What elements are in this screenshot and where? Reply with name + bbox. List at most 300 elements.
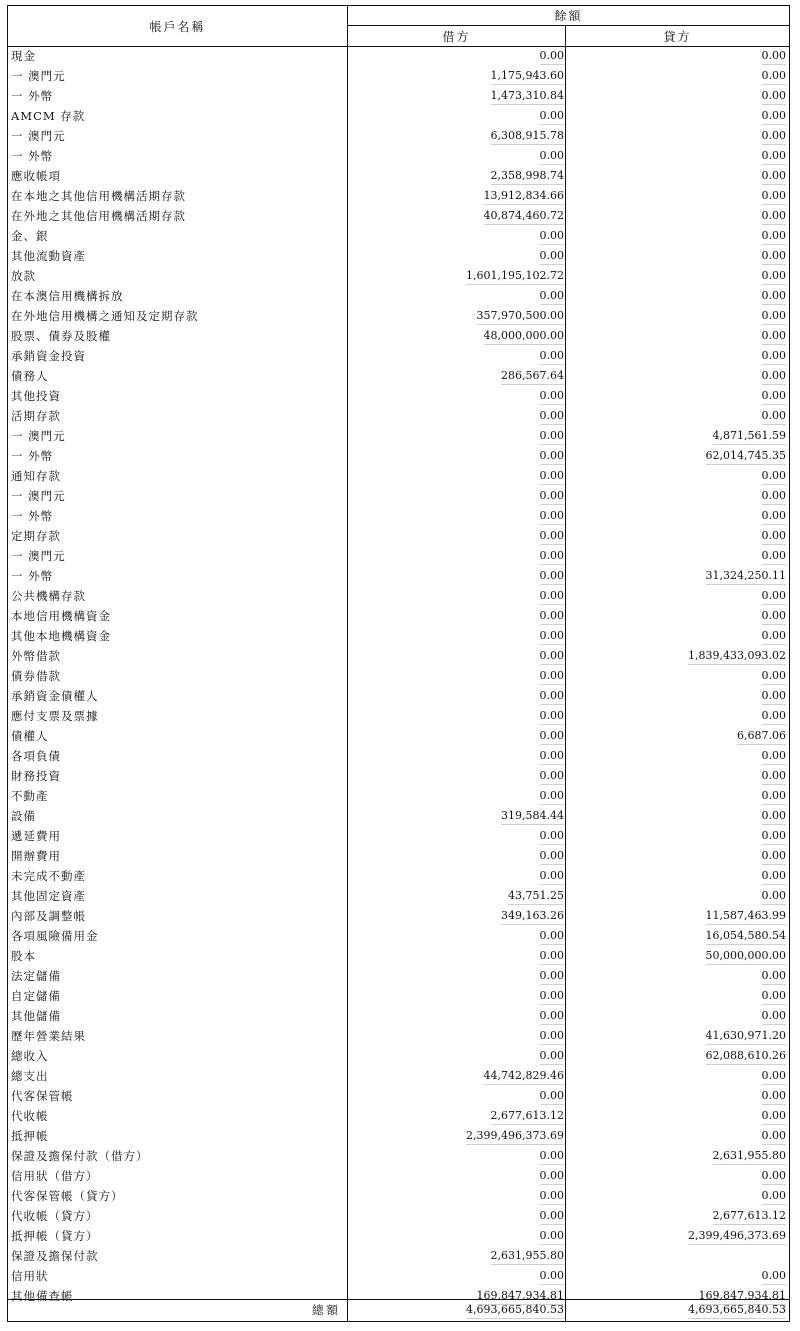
debit-cell xyxy=(348,266,566,286)
table-row xyxy=(8,106,789,126)
account-name-cell: 放款 xyxy=(8,266,348,286)
credit-value: 2,399,496,373.69 xyxy=(688,1228,786,1245)
account-name-cell: 其他本地機構資金 xyxy=(8,626,348,646)
account-name-cell: 一 澳門元 xyxy=(8,66,348,86)
account-name-cell: 現金 xyxy=(8,46,348,66)
credit-value: 0.00 xyxy=(762,368,787,385)
debit-value: 286,567.64 xyxy=(501,368,564,385)
account-name-cell: 債券借款 xyxy=(8,666,348,686)
debit-value: 0.00 xyxy=(540,148,565,165)
debit-cell xyxy=(348,386,566,406)
credit-cell xyxy=(566,1266,789,1286)
account-name-cell: 代客保管帳 xyxy=(8,1086,348,1106)
account-name-cell: 不動產 xyxy=(8,786,348,806)
table-row xyxy=(8,186,789,206)
credit-value: 0.00 xyxy=(762,288,787,305)
credit-value: 0.00 xyxy=(762,988,787,1005)
account-name-cell: 一 外幣 xyxy=(8,146,348,166)
credit-cell xyxy=(566,246,789,266)
table-row xyxy=(8,266,789,286)
credit-cell xyxy=(566,906,789,926)
credit-value: 0.00 xyxy=(762,1188,787,1205)
debit-value: 0.00 xyxy=(540,568,565,585)
account-name-cell: 股本 xyxy=(8,946,348,966)
table-row xyxy=(8,926,789,946)
credit-value: 0.00 xyxy=(762,808,787,825)
credit-cell xyxy=(566,166,789,186)
credit-value: 0.00 xyxy=(762,668,787,685)
account-name-cell: 財務投資 xyxy=(8,766,348,786)
table-row xyxy=(8,946,789,966)
debit-value: 0.00 xyxy=(540,48,565,65)
debit-value: 0.00 xyxy=(540,688,565,705)
credit-value: 0.00 xyxy=(762,48,787,65)
table-row xyxy=(8,786,789,806)
table-row xyxy=(8,846,789,866)
table-row xyxy=(8,686,789,706)
debit-cell xyxy=(348,1026,566,1046)
debit-value: 13,912,834.66 xyxy=(484,188,564,205)
debit-cell xyxy=(348,1006,566,1026)
table-row xyxy=(8,526,789,546)
debit-cell xyxy=(348,1266,566,1286)
table-row xyxy=(8,986,789,1006)
account-name-cell: 應付支票及票據 xyxy=(8,706,348,726)
credit-cell xyxy=(566,346,789,366)
credit-value: 0.00 xyxy=(762,328,787,345)
debit-cell xyxy=(348,286,566,306)
credit-cell xyxy=(566,206,789,226)
debit-cell xyxy=(348,66,566,86)
credit-cell xyxy=(566,106,789,126)
account-name-cell: 債權人 xyxy=(8,726,348,746)
table-row xyxy=(8,1086,789,1106)
credit-cell xyxy=(566,866,789,886)
table-row xyxy=(8,1046,789,1066)
debit-cell xyxy=(348,566,566,586)
credit-cell xyxy=(566,926,789,946)
credit-cell xyxy=(566,226,789,246)
debit-value: 349,163.26 xyxy=(501,908,564,925)
credit-cell xyxy=(566,746,789,766)
credit-cell xyxy=(566,266,789,286)
credit-value: 0.00 xyxy=(762,1268,787,1285)
debit-value: 0.00 xyxy=(540,928,565,945)
debit-value: 1,473,310.84 xyxy=(491,88,564,105)
debit-cell xyxy=(348,166,566,186)
debit-cell xyxy=(348,1086,566,1106)
credit-cell xyxy=(566,1126,789,1146)
table-row xyxy=(8,566,789,586)
table-row xyxy=(8,586,789,606)
account-name-cell: 其他固定資產 xyxy=(8,886,348,906)
debit-value: 0.00 xyxy=(540,548,565,565)
debit-value: 0.00 xyxy=(540,748,565,765)
debit-cell xyxy=(348,586,566,606)
credit-cell xyxy=(566,686,789,706)
credit-cell xyxy=(566,446,789,466)
credit-value: 0.00 xyxy=(762,508,787,525)
account-name-cell: 各項風險備用金 xyxy=(8,926,348,946)
debit-cell xyxy=(348,206,566,226)
account-name-cell: AMCM 存款 xyxy=(8,106,348,126)
credit-value: 0.00 xyxy=(762,208,787,225)
table-row xyxy=(8,486,789,506)
debit-cell xyxy=(348,1066,566,1086)
account-name-cell: 總收入 xyxy=(8,1046,348,1066)
debit-cell xyxy=(348,1046,566,1066)
debit-value: 0.00 xyxy=(540,848,565,865)
debit-value: 40,874,460.72 xyxy=(484,208,564,225)
account-name-cell: 信用狀 xyxy=(8,1266,348,1286)
account-name-cell: 遞延費用 xyxy=(8,826,348,846)
credit-cell xyxy=(566,46,789,66)
debit-value: 1,175,943.60 xyxy=(491,68,564,85)
credit-value: 2,677,613.12 xyxy=(713,1208,786,1225)
credit-value: 0.00 xyxy=(762,248,787,265)
table-row xyxy=(8,726,789,746)
debit-cell xyxy=(348,106,566,126)
credit-cell xyxy=(566,706,789,726)
table-row xyxy=(8,546,789,566)
debit-value: 0.00 xyxy=(540,788,565,805)
account-name-cell: 活期存款 xyxy=(8,406,348,426)
account-name-cell: 保證及擔保付款（借方） xyxy=(8,1146,348,1166)
table-row xyxy=(8,66,789,86)
credit-value: 0.00 xyxy=(762,628,787,645)
credit-value: 0.00 xyxy=(762,268,787,285)
debit-value: 0.00 xyxy=(540,768,565,785)
table-row xyxy=(8,246,789,266)
credit-cell xyxy=(566,626,789,646)
table-row xyxy=(8,646,789,666)
debit-value: 0.00 xyxy=(540,948,565,965)
credit-cell xyxy=(566,126,789,146)
debit-value: 0.00 xyxy=(540,248,565,265)
debit-value: 0.00 xyxy=(540,1088,565,1105)
credit-value: 16,054,580.54 xyxy=(706,928,786,945)
account-name-cell: 代收帳（貸方） xyxy=(8,1206,348,1226)
account-name-cell: 本地信用機構資金 xyxy=(8,606,348,626)
debit-cell xyxy=(348,246,566,266)
table-body xyxy=(8,46,789,1302)
total-credit xyxy=(566,1300,789,1321)
account-name-cell: 應收帳項 xyxy=(8,166,348,186)
credit-value: 0.00 xyxy=(762,388,787,405)
credit-value: 0.00 xyxy=(762,1128,787,1145)
table-header xyxy=(8,6,789,47)
credit-value: 169,847,934.81 xyxy=(699,1288,786,1305)
account-name-cell: 一 外幣 xyxy=(8,446,348,466)
account-name-cell: 在本澳信用機構拆放 xyxy=(8,286,348,306)
credit-cell xyxy=(566,1006,789,1026)
debit-value: 1,601,195,102.72 xyxy=(466,268,564,285)
debit-cell xyxy=(348,406,566,426)
table-row xyxy=(8,766,789,786)
account-name-cell: 抵押帳 xyxy=(8,1126,348,1146)
credit-value: 0.00 xyxy=(762,868,787,885)
debit-cell xyxy=(348,346,566,366)
debit-cell xyxy=(348,1126,566,1146)
table-row xyxy=(8,466,789,486)
credit-cell xyxy=(566,426,789,446)
account-name-cell: 一 澳門元 xyxy=(8,426,348,446)
table-row xyxy=(8,86,789,106)
credit-value: 0.00 xyxy=(762,528,787,545)
debit-cell xyxy=(348,126,566,146)
credit-cell xyxy=(566,186,789,206)
table-row xyxy=(8,826,789,846)
account-name-cell: 總支出 xyxy=(8,1066,348,1086)
credit-value: 0.00 xyxy=(762,548,787,565)
account-name-cell: 金、銀 xyxy=(8,226,348,246)
table-row xyxy=(8,666,789,686)
debit-value: 0.00 xyxy=(540,108,565,125)
credit-cell xyxy=(566,1086,789,1106)
debit-value: 0.00 xyxy=(540,1208,565,1225)
debit-value: 48,000,000.00 xyxy=(484,328,564,345)
credit-value: 31,324,250.11 xyxy=(706,568,786,585)
debit-value: 0.00 xyxy=(540,668,565,685)
debit-cell xyxy=(348,506,566,526)
credit-cell xyxy=(566,566,789,586)
debit-cell xyxy=(348,1246,566,1266)
debit-value: 0.00 xyxy=(540,588,565,605)
credit-value: 1,839,433,093.02 xyxy=(688,648,786,665)
credit-cell xyxy=(566,886,789,906)
debit-value: 0.00 xyxy=(540,1228,565,1245)
credit-cell xyxy=(566,586,789,606)
debit-value: 319,584.44 xyxy=(501,808,564,825)
table-row xyxy=(8,626,789,646)
credit-cell xyxy=(566,946,789,966)
account-name-cell: 股票、債券及股權 xyxy=(8,326,348,346)
credit-cell xyxy=(566,146,789,166)
debit-cell xyxy=(348,966,566,986)
credit-value: 6,687.06 xyxy=(737,728,786,745)
debit-cell xyxy=(348,1146,566,1166)
credit-header: 貸方 xyxy=(663,29,692,44)
total-credit-value: 4,693,665,840.53 xyxy=(688,1302,786,1319)
table-row xyxy=(8,1166,789,1186)
table-row xyxy=(8,326,789,346)
debit-value: 0.00 xyxy=(540,1008,565,1025)
credit-cell xyxy=(566,786,789,806)
table-row xyxy=(8,146,789,166)
account-name-cell: 歷年營業結果 xyxy=(8,1026,348,1046)
debit-cell xyxy=(348,606,566,626)
debit-cell xyxy=(348,786,566,806)
credit-value: 0.00 xyxy=(762,488,787,505)
credit-value: 0.00 xyxy=(762,88,787,105)
debit-value: 0.00 xyxy=(540,528,565,545)
credit-value: 0.00 xyxy=(762,1108,787,1125)
credit-cell xyxy=(566,986,789,1006)
account-name-cell: 在外地信用機構之通知及定期存款 xyxy=(8,306,348,326)
table-row xyxy=(8,1226,789,1246)
credit-value: 0.00 xyxy=(762,608,787,625)
table-row xyxy=(8,46,789,66)
table-row xyxy=(8,1266,789,1286)
table-row xyxy=(8,346,789,366)
debit-cell xyxy=(348,366,566,386)
debit-value: 0.00 xyxy=(540,828,565,845)
debit-value: 2,399,496,373.69 xyxy=(466,1128,564,1145)
debit-cell xyxy=(348,746,566,766)
trial-balance-table xyxy=(7,5,790,1322)
debit-value: 0.00 xyxy=(540,728,565,745)
table-row xyxy=(8,906,789,926)
credit-cell xyxy=(566,666,789,686)
account-name-cell: 在本地之其他信用機構活期存款 xyxy=(8,186,348,206)
credit-cell xyxy=(566,326,789,346)
table-row xyxy=(8,166,789,186)
credit-value: 0.00 xyxy=(762,468,787,485)
credit-value: 2,631,955.80 xyxy=(713,1148,786,1165)
table-row xyxy=(8,1066,789,1086)
debit-cell xyxy=(348,1106,566,1126)
credit-value: 0.00 xyxy=(762,128,787,145)
debit-cell xyxy=(348,846,566,866)
credit-cell xyxy=(566,1186,789,1206)
account-name-cell: 一 外幣 xyxy=(8,566,348,586)
credit-cell xyxy=(566,1246,789,1266)
debit-cell xyxy=(348,866,566,886)
table-row xyxy=(8,746,789,766)
credit-value: 0.00 xyxy=(762,188,787,205)
debit-value: 43,751.25 xyxy=(508,888,564,905)
debit-value: 0.00 xyxy=(540,508,565,525)
credit-cell xyxy=(566,506,789,526)
credit-cell xyxy=(566,1226,789,1246)
table-row xyxy=(8,706,789,726)
debit-value: 0.00 xyxy=(540,708,565,725)
credit-cell xyxy=(566,1106,789,1126)
debit-cell xyxy=(348,906,566,926)
debit-cell xyxy=(348,526,566,546)
account-name-cell: 通知存款 xyxy=(8,466,348,486)
debit-cell xyxy=(348,1226,566,1246)
debit-value: 0.00 xyxy=(540,228,565,245)
debit-cell xyxy=(348,1166,566,1186)
debit-cell xyxy=(348,1186,566,1206)
credit-cell xyxy=(566,406,789,426)
debit-cell xyxy=(348,146,566,166)
credit-cell xyxy=(566,86,789,106)
table-row xyxy=(8,1026,789,1046)
debit-value: 0.00 xyxy=(540,608,565,625)
table-row xyxy=(8,366,789,386)
debit-value: 169,847,934.81 xyxy=(477,1288,564,1305)
table-row xyxy=(8,1206,789,1226)
credit-value: 0.00 xyxy=(762,588,787,605)
account-name-cell: 一 外幣 xyxy=(8,506,348,526)
account-name-cell: 一 澳門元 xyxy=(8,546,348,566)
debit-value: 0.00 xyxy=(540,288,565,305)
table-row xyxy=(8,126,789,146)
account-name-cell: 代客保管帳（貸方） xyxy=(8,1186,348,1206)
credit-cell xyxy=(566,526,789,546)
credit-cell xyxy=(566,1146,789,1166)
credit-value: 0.00 xyxy=(762,768,787,785)
credit-cell xyxy=(566,826,789,846)
account-name-cell: 定期存款 xyxy=(8,526,348,546)
balance-header: 餘額 xyxy=(348,6,789,26)
debit-value: 0.00 xyxy=(540,428,565,445)
account-name-cell: 代收帳 xyxy=(8,1106,348,1126)
credit-value: 0.00 xyxy=(762,748,787,765)
credit-value: 0.00 xyxy=(762,1168,787,1185)
debit-cell xyxy=(348,226,566,246)
credit-value: 0.00 xyxy=(762,1068,787,1085)
debit-value: 0.00 xyxy=(540,868,565,885)
credit-value: 0.00 xyxy=(762,68,787,85)
table-row xyxy=(8,1126,789,1146)
credit-value: 0.00 xyxy=(762,708,787,725)
debit-value: 0.00 xyxy=(540,628,565,645)
debit-value: 6,308,915.78 xyxy=(491,128,564,145)
credit-value: 0.00 xyxy=(762,968,787,985)
account-name-cell: 一 澳門元 xyxy=(8,486,348,506)
debit-value: 0.00 xyxy=(540,388,565,405)
debit-value: 0.00 xyxy=(540,468,565,485)
debit-value: 44,742,829.46 xyxy=(484,1068,564,1085)
table-row xyxy=(8,506,789,526)
credit-value: 4,871,561.59 xyxy=(713,428,786,445)
account-name-cell: 一 外幣 xyxy=(8,86,348,106)
credit-value: 62,088,610.26 xyxy=(706,1048,786,1065)
table-row xyxy=(8,866,789,886)
credit-value: 0.00 xyxy=(762,688,787,705)
debit-cell xyxy=(348,46,566,66)
account-name-cell: 法定儲備 xyxy=(8,966,348,986)
credit-value: 0.00 xyxy=(762,888,787,905)
debit-value: 2,358,998.74 xyxy=(491,168,564,185)
credit-value: 41,630,971.20 xyxy=(706,1028,786,1045)
table-row xyxy=(8,606,789,626)
debit-cell xyxy=(348,766,566,786)
credit-value: 62,014,745.35 xyxy=(706,448,786,465)
debit-value: 0.00 xyxy=(540,1048,565,1065)
credit-cell xyxy=(566,606,789,626)
account-name-cell: 在外地之其他信用機構活期存款 xyxy=(8,206,348,226)
debit-value: 0.00 xyxy=(540,968,565,985)
credit-cell xyxy=(566,966,789,986)
table-row xyxy=(8,386,789,406)
debit-cell xyxy=(348,546,566,566)
credit-value: 0.00 xyxy=(762,788,787,805)
credit-value: 0.00 xyxy=(762,408,787,425)
credit-cell xyxy=(566,1026,789,1046)
table-row xyxy=(8,446,789,466)
credit-cell xyxy=(566,386,789,406)
credit-cell xyxy=(566,1066,789,1086)
debit-value: 0.00 xyxy=(540,648,565,665)
table-row xyxy=(8,806,789,826)
credit-cell xyxy=(566,726,789,746)
account-name-cell: 開辦費用 xyxy=(8,846,348,866)
debit-cell xyxy=(348,466,566,486)
credit-cell xyxy=(566,306,789,326)
debit-cell xyxy=(348,426,566,446)
debit-cell xyxy=(348,446,566,466)
credit-value: 0.00 xyxy=(762,148,787,165)
table-row xyxy=(8,886,789,906)
credit-cell xyxy=(566,1206,789,1226)
debit-cell xyxy=(348,626,566,646)
credit-value: 0.00 xyxy=(762,848,787,865)
debit-value: 2,631,955.80 xyxy=(491,1248,564,1265)
